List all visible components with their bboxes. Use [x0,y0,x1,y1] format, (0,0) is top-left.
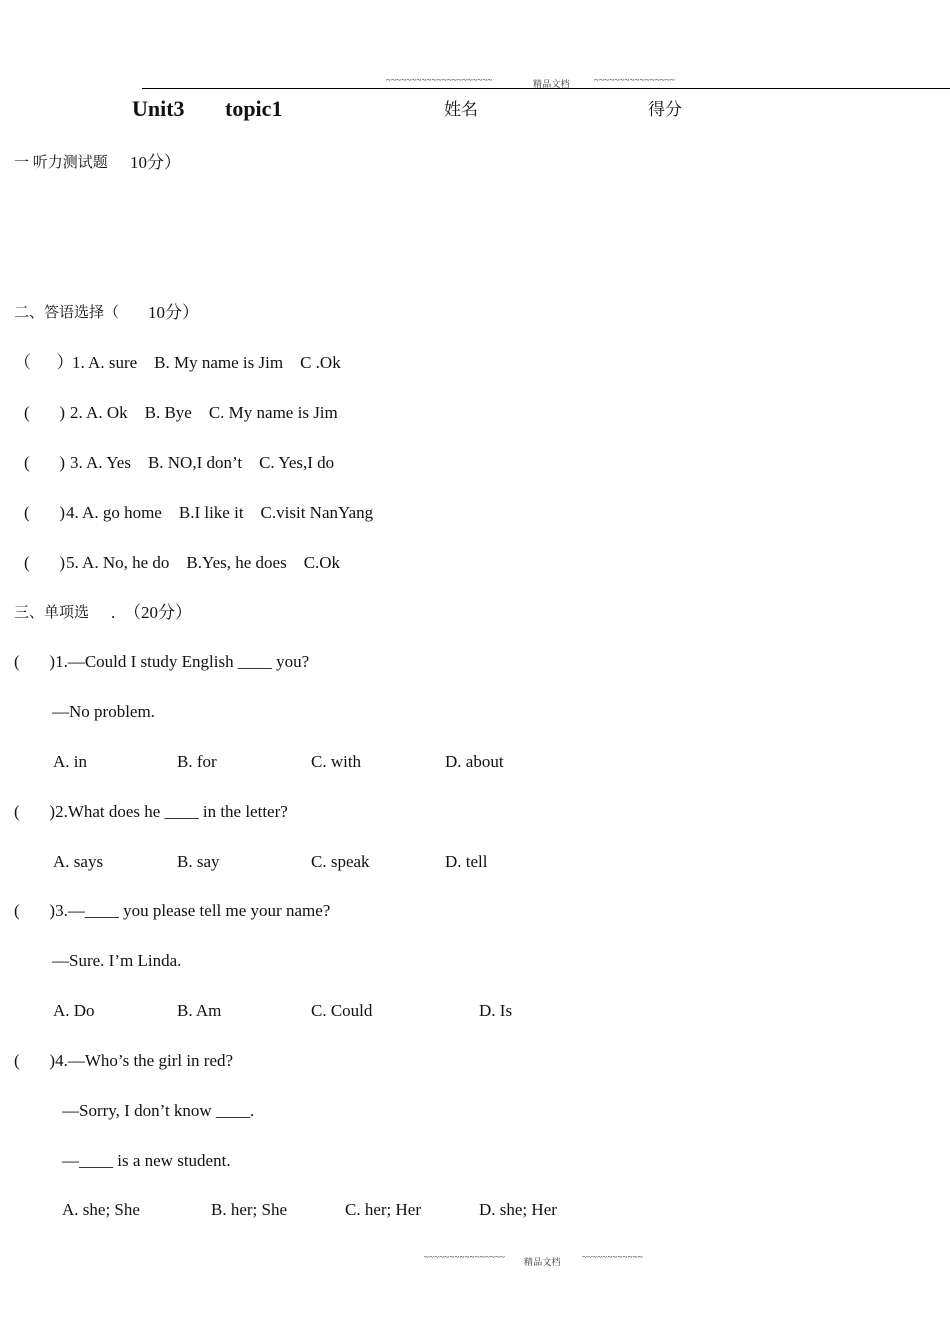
s2-item2-text: 2. A. Ok B. Bye C. My name is Jim [70,403,338,422]
q2-option-c: C. speak [311,852,370,871]
q3-option-c: C. Could [311,1001,373,1020]
header-right-tildes: ~~~~~~~~~~~~~~~~ [594,75,676,85]
s2-item5-text: 5. A. No, he do B.Yes, he does C.Ok [66,553,341,572]
footer-left-tildes: ~~~~~~~~~~~~~~~~ [424,1252,506,1262]
score-field-label: 得分 [648,100,682,119]
q3-stem: ( )3.—____ you please tell me your name? [14,901,331,920]
header-center-text: 精品文档 [533,79,570,89]
section3-points: （20分） [124,603,192,622]
q4-option-b: B. her; She [211,1200,288,1219]
s2-item2-prefix: ( ) [24,403,66,422]
q1-stem: ( )1.—Could I study English ____ you? [14,652,310,671]
unit-title: Unit3 [132,96,185,121]
q4-stem: ( )4.—Who’s the girl in red? [14,1051,234,1070]
q1-reply: —No problem. [52,702,155,721]
topic-title: topic1 [225,96,283,121]
section2-points: 10分） [148,303,199,322]
q1-option-c: C. with [311,752,362,771]
header-left-tildes: ~~~~~~~~~~~~~~~~~~~~~ [386,75,493,85]
q3-option-b: B. Am [177,1001,222,1020]
header-rule [142,88,950,89]
section1-points: 10分） [130,153,181,172]
q4-reply: —Sorry, I don’t know ____. [62,1101,255,1120]
q2-option-d: D. tell [445,852,488,871]
section3-dot: . [111,603,116,622]
s2-item1-text: 1. A. sure B. My name is Jim C .Ok [72,353,341,372]
s2-item3-text: 3. A. Yes B. NO,I don’t C. Yes,I do [70,453,335,472]
q1-option-b: B. for [177,752,217,771]
section1-heading: 一 听力测试题 [14,155,108,171]
s2-item5-prefix: ( ) [24,553,66,572]
s2-item1-prefix: （ ） [14,353,74,372]
q2-option-b: B. say [177,852,220,871]
q4-reply2: —____ is a new student. [62,1151,231,1170]
q4-option-a: A. she; She [62,1200,140,1219]
s2-item4-text: 4. A. go home B.I like it C.visit NanYang [66,503,374,522]
q1-option-d: D. about [445,752,504,771]
section2-heading: 二、答语选择（ [14,305,120,321]
s2-item3-prefix: ( ) [24,453,66,472]
footer-center-text: 精品文档 [524,1257,561,1267]
section3-heading: 三、单项选 [14,605,90,621]
q4-option-d: D. she; Her [479,1200,557,1219]
q1-option-a: A. in [53,752,87,771]
q2-option-a: A. says [53,852,104,871]
q3-option-a: A. Do [53,1001,95,1020]
q3-reply: —Sure. I’m Linda. [52,951,182,970]
s2-item4-prefix: ( ) [24,503,66,522]
name-field-label: 姓名 [444,100,478,119]
footer-right-tildes: ~~~~~~~~~~~~ [582,1252,643,1262]
q4-option-c: C. her; Her [345,1200,422,1219]
q3-option-d: D. Is [479,1001,513,1020]
q2-stem: ( )2.What does he ____ in the letter? [14,802,288,821]
